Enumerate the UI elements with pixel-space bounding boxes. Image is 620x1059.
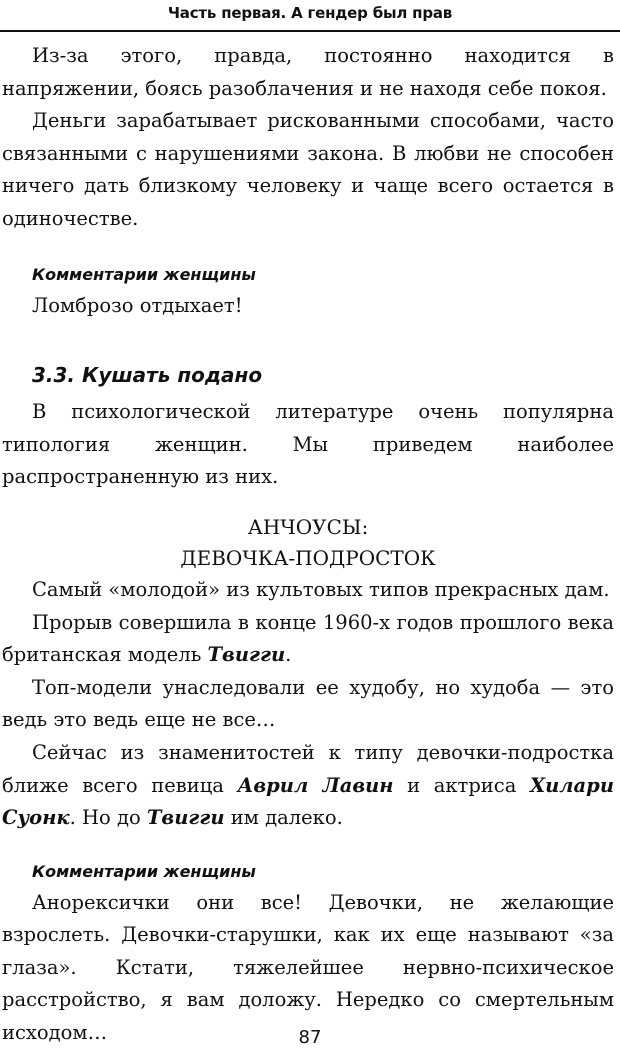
paragraph-3: Ломброзо отдыхает!	[32, 293, 243, 317]
paragraph-6-end: .	[285, 643, 292, 667]
name-avril-lavigne: Аврил Лавин	[237, 773, 394, 797]
paragraph-2: Деньги зарабатывает рискованными способами, часто связанными с нарушениями закона. В любви не способен ничего дать близкому человеку и чаще всего остается в одиночестве.	[2, 109, 614, 230]
header-rule	[0, 30, 620, 32]
paragraph-8	[2, 737, 614, 835]
comment-label-1: Комментарии женщины	[32, 264, 256, 284]
paragraph-1: Из-за этого, правда, постоянно находится в напряжении, боясь разоблачения и не находя себе покоя.	[2, 44, 614, 100]
section-heading: 3.3. Кушать подано	[32, 363, 263, 388]
comment-label-2: Комментарии женщины	[32, 861, 256, 881]
paragraph-5: Самый «молодой» из культовых типов прекрасных дам.	[32, 577, 610, 601]
paragraph-7: Топ-модели унаследовали ее худобу, но худоба — это ведь это ведь еще не все…	[2, 675, 614, 732]
name-twiggy-2: Твигги	[146, 806, 225, 830]
paragraph-9: Анорексички они все! Девочки, не желающие взрослеть. Девочки-старушки, как их еще называют «за глаза». Кстати, тяжелейшее нервно-психическое расстройство, я вам доложу. Нередко со смертельным исходом…	[2, 890, 614, 1045]
running-title: Часть первая. А гендер был прав	[167, 4, 453, 22]
paragraph-6-text: Прорыв совершила в конце 1960-х годов прошлого века британская модель	[2, 610, 614, 667]
paragraph-4: В психологической литературе очень популярна типология женщин. Мы приведем наиболее распространенную из них.	[2, 400, 614, 489]
type-heading	[2, 512, 614, 574]
page-body	[2, 40, 614, 1050]
paragraph-8-part-d: им далеко.	[224, 806, 343, 830]
page-number: 87	[298, 1027, 322, 1048]
name-twiggy: Твигги	[207, 643, 286, 667]
paragraph-8-part-a: Сейчас из знаменитостей к типу девочки-подростка ближе всего певица	[2, 740, 614, 797]
type-heading-line-1: АНЧОУСЫ:	[247, 514, 369, 539]
name-hilary-swank: Хилари Суонк	[2, 773, 614, 830]
paragraph-6	[2, 607, 614, 672]
paragraph-8-part-b: и актриса	[393, 773, 530, 797]
paragraph-8-part-c: . Но до	[69, 806, 147, 830]
type-heading-line-2: ДЕВОЧКА-ПОДРОСТОК	[180, 545, 436, 570]
